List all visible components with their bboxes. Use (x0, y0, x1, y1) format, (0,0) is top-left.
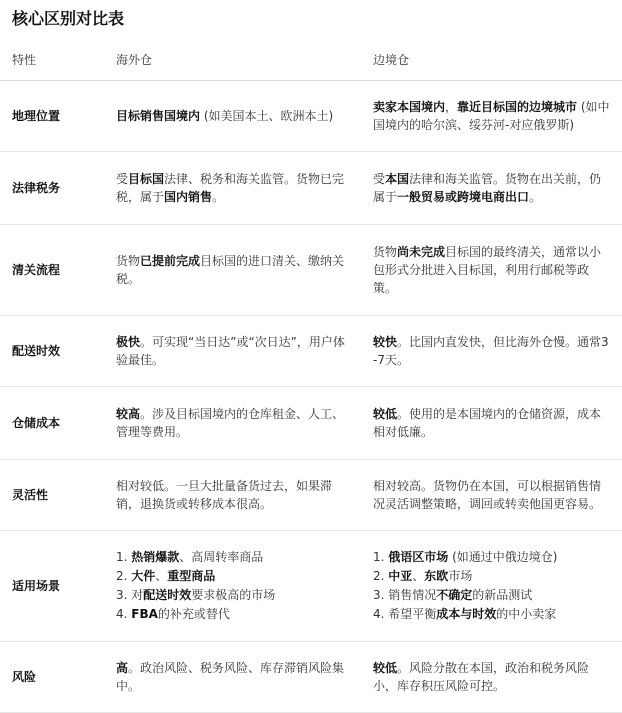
overseas-cell (106, 81, 367, 152)
cell-text: 3. 对 (116, 588, 144, 602)
emphasis-text: 较高 (116, 407, 141, 421)
emphasis-text: 一般贸易或跨境电商出口 (397, 190, 530, 204)
list-item (116, 567, 353, 586)
emphasis-text: 尚未完成 (397, 245, 446, 259)
emphasis-text: 热销爆款 (131, 550, 180, 564)
emphasis-text: 东欧 (424, 569, 449, 583)
cell-text: 。使用的是本国境内的仓储资源，成本相对低廉。 (373, 407, 602, 439)
cell-text: 要求极高的市场 (191, 588, 276, 602)
header-overseas-warehouse: 海外仓 (106, 40, 367, 81)
emphasis-text: 较快 (373, 335, 398, 349)
list-item (116, 548, 353, 567)
cell-text: 目标国的进口清关、缴纳关税。 (116, 254, 345, 286)
list-item (373, 548, 610, 567)
emphasis-text: 成本与时效 (436, 607, 497, 621)
cell-text: 。涉及目标国境内的仓库租金、人工、管理等费用。 (116, 407, 345, 439)
cell-text: 1. (116, 550, 132, 564)
overseas-cell (106, 531, 367, 642)
emphasis-text: 目标国 (128, 172, 165, 186)
list-item (373, 567, 610, 586)
feature-cell: 清关流程 (0, 225, 106, 316)
cell-text: 目标国的最终清关，通常以小包形式分批进入目标国，利用行邮税等政策。 (373, 245, 602, 295)
emphasis-text: 不确定 (436, 588, 473, 602)
overseas-cell (106, 460, 367, 531)
table-row (0, 460, 622, 531)
emphasis-text: 极快 (116, 335, 141, 349)
cell-text: 、高周转率商品 (179, 550, 264, 564)
cell-text: 。 (529, 190, 542, 204)
table-row (0, 531, 622, 642)
cell-text: 1. (373, 550, 389, 564)
feature-cell: 适用场景 (0, 531, 106, 642)
cell-text: 、 (155, 569, 168, 583)
emphasis-text: 高 (116, 661, 129, 675)
emphasis-text: 靠近目标国的边境城市 (457, 100, 578, 114)
border-cell (367, 642, 622, 713)
cell-text: 受 (373, 172, 386, 186)
feature-cell: 配送时效 (0, 316, 106, 387)
border-cell (367, 152, 622, 225)
overseas-cell (106, 316, 367, 387)
border-cell (367, 460, 622, 531)
feature-cell: 地理位置 (0, 81, 106, 152)
cell-text: 市场 (448, 569, 473, 583)
table-row (0, 81, 622, 152)
emphasis-text: 国内销售 (164, 190, 213, 204)
feature-cell: 仓储成本 (0, 387, 106, 460)
cell-text: (如中国境内的哈尔滨、绥芬河-对应俄罗斯) (373, 100, 610, 132)
overseas-cell (106, 387, 367, 460)
cell-text: 。政治风险、税务风险、库存滞销风险集中。 (116, 661, 345, 693)
table-row (0, 316, 622, 387)
cell-text: 的中小卖家 (496, 607, 557, 621)
cell-text: 3. 销售情况 (373, 588, 437, 602)
emphasis-text: 已提前完成 (140, 254, 201, 268)
cell-text: 4. 希望平衡 (373, 607, 437, 621)
cell-text: 的补充或替代 (157, 607, 230, 621)
emphasis-text: 较低 (373, 661, 398, 675)
cell-text: 。 (212, 190, 225, 204)
border-cell (367, 225, 622, 316)
emphasis-text: 大件 (131, 569, 156, 583)
cell-text: 法律、税务和海关监管。货物已完税，属于 (116, 172, 345, 204)
border-cell (367, 81, 622, 152)
cell-text: 货物 (373, 245, 398, 259)
cell-text: 的新品测试 (472, 588, 533, 602)
emphasis-text: 卖家本国境内 (373, 100, 446, 114)
overseas-cell (106, 152, 367, 225)
comparison-table (0, 40, 622, 713)
cell-text: 货物 (116, 254, 141, 268)
emphasis-text: 中亚 (388, 569, 413, 583)
emphasis-text: 本国 (385, 172, 410, 186)
cell-text: (如通过中俄边境仓) (448, 550, 558, 564)
emphasis-text: 目标销售国境内 (116, 109, 201, 123)
cell-text: 2. (116, 569, 132, 583)
border-cell (367, 316, 622, 387)
emphasis-text: 较低 (373, 407, 398, 421)
feature-cell: 风险 (0, 642, 106, 713)
cell-text: 、 (412, 569, 425, 583)
table-header-row (0, 40, 622, 81)
border-cell (367, 531, 622, 642)
list-item (373, 605, 610, 624)
table-row (0, 387, 622, 460)
emphasis-text: FBA (131, 607, 158, 621)
cell-text: 受 (116, 172, 129, 186)
list-item (116, 605, 353, 624)
header-feature: 特性 (0, 40, 106, 81)
emphasis-text: 俄语区市场 (388, 550, 449, 564)
emphasis-text: 重型商品 (167, 569, 216, 583)
cell-text: 相对较低。一旦大批量备货过去，如果滞销，退换货或转移成本很高。 (116, 479, 333, 511)
feature-cell: 灵活性 (0, 460, 106, 531)
cell-text: 。风险分散在本国，政治和税务风险小，库存积压风险可控。 (373, 661, 590, 693)
cell-text: 。比国内直发快，但比海外仓慢。通常3-7天。 (373, 335, 609, 367)
border-cell (367, 387, 622, 460)
table-row (0, 642, 622, 713)
header-border-warehouse: 边境仓 (367, 40, 622, 81)
border-scenario-list (373, 548, 610, 624)
overseas-cell (106, 225, 367, 316)
cell-text: ， (445, 100, 458, 114)
cell-text: 法律和海关监管。货物在出关前，仍属于 (373, 172, 602, 204)
page-title: 核心区别对比表 (12, 9, 125, 28)
feature-cell: 法律税务 (0, 152, 106, 225)
table-row (0, 152, 622, 225)
emphasis-text: 配送时效 (143, 588, 192, 602)
cell-text: 2. (373, 569, 389, 583)
cell-text: 相对较高。货物仍在本国，可以根据销售情况灵活调整策略，调回或转卖他国更容易。 (373, 479, 602, 511)
cell-text: (如美国本土、欧洲本土) (200, 109, 334, 123)
overseas-scenario-list (116, 548, 353, 624)
table-row (0, 225, 622, 316)
cell-text: 4. (116, 607, 132, 621)
overseas-cell (106, 642, 367, 713)
cell-text: 。可实现“当日达”或“次日达”，用户体验最佳。 (116, 335, 345, 367)
